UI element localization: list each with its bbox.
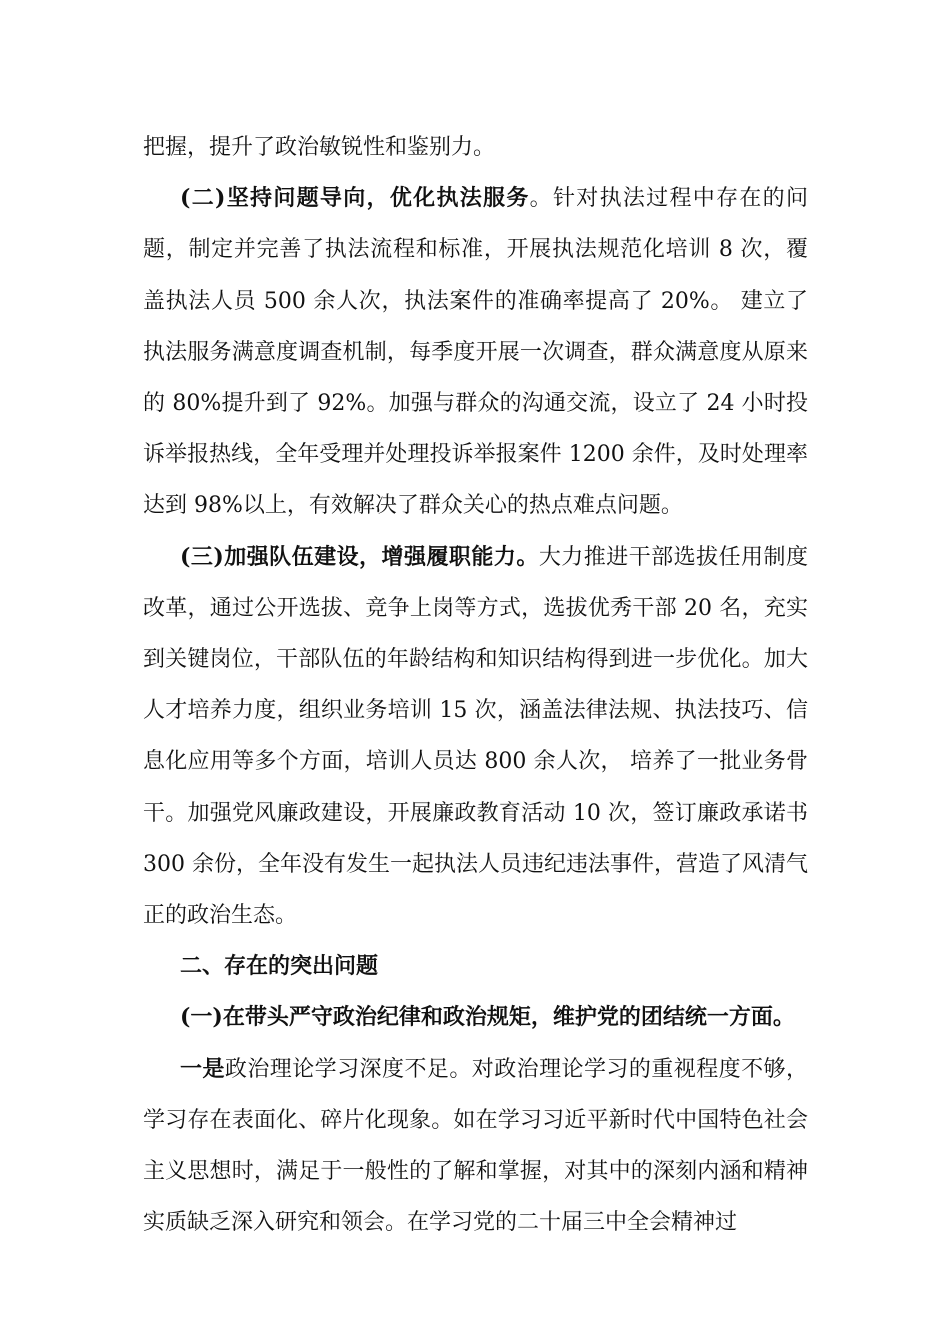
subsection-heading (143, 992, 808, 1043)
subsection-heading-text: (一)在带头严守政治纪律和政治规矩，维护党的团结统一方面。 (180, 1004, 795, 1031)
paragraph-continuation (143, 122, 808, 173)
chapter-heading-text: 二、存在的突出问题 (180, 953, 379, 980)
paragraph-text: 大力推进干部选拔任用制度改革，通过公开选拔、竞争上岗等方式，选拔优秀干部 20 名，充实到关键岗位，干部队伍的年龄结构和知识结构得到进一步优化。加大人才培养力度，组织业务培训 15 次，涵盖法律法规、执法技巧、信息化应用等多个方面，培训人员达 800 余人次， 培养了一批业务骨干。加强党风廉政建设，开展廉政教育活动 10 次，签订廉政承诺书 300 余份，全年没有发生一起执法人员违纪违法事件，营造了风清气正的政治生态。 (143, 544, 808, 929)
section-heading-3: (三)加强队伍建设，增强履职能力。 (180, 543, 539, 570)
paragraph-section-2 (143, 173, 808, 531)
document-body (143, 122, 808, 1248)
paragraph-text: 把握，提升了政治敏锐性和鉴别力。 (143, 135, 496, 160)
chapter-heading (143, 941, 808, 992)
paragraph-point-1 (143, 1044, 808, 1249)
paragraph-text: 。针对执法过程中存在的问题，制定并完善了执法流程和标准，开展执法规范化培训 8 次，覆盖执法人员 500 余人次，执法案件的准确率提高了 20%。 建立了执法服务满意度调查机制，每季度开展一次调查，群众满意度从原来的 80%提升到了 92%。加强与群众的沟通交流，设立了 24 小时投诉举报热线，全年受理并处理投诉举报案件 1200 余件，及时处理率达到 98%以上，有效解决了群众关心的热点难点问题。 (143, 186, 808, 519)
paragraph-section-3 (143, 532, 808, 942)
section-heading-2: (二)坚持问题导向，优化执法服务 (180, 185, 530, 212)
point-lead: 一是 (180, 1055, 225, 1082)
paragraph-text: 政治理论学习深度不足。对政治理论学习的重视程度不够，学习存在表面化、碎片化现象。如在学习习近平新时代中国特色社会主义思想时，满足于一般性的了解和掌握，对其中的深刻内涵和精神实质缺乏深入研究和领会。在学习党的二十届三中全会精神过 (143, 1056, 808, 1236)
